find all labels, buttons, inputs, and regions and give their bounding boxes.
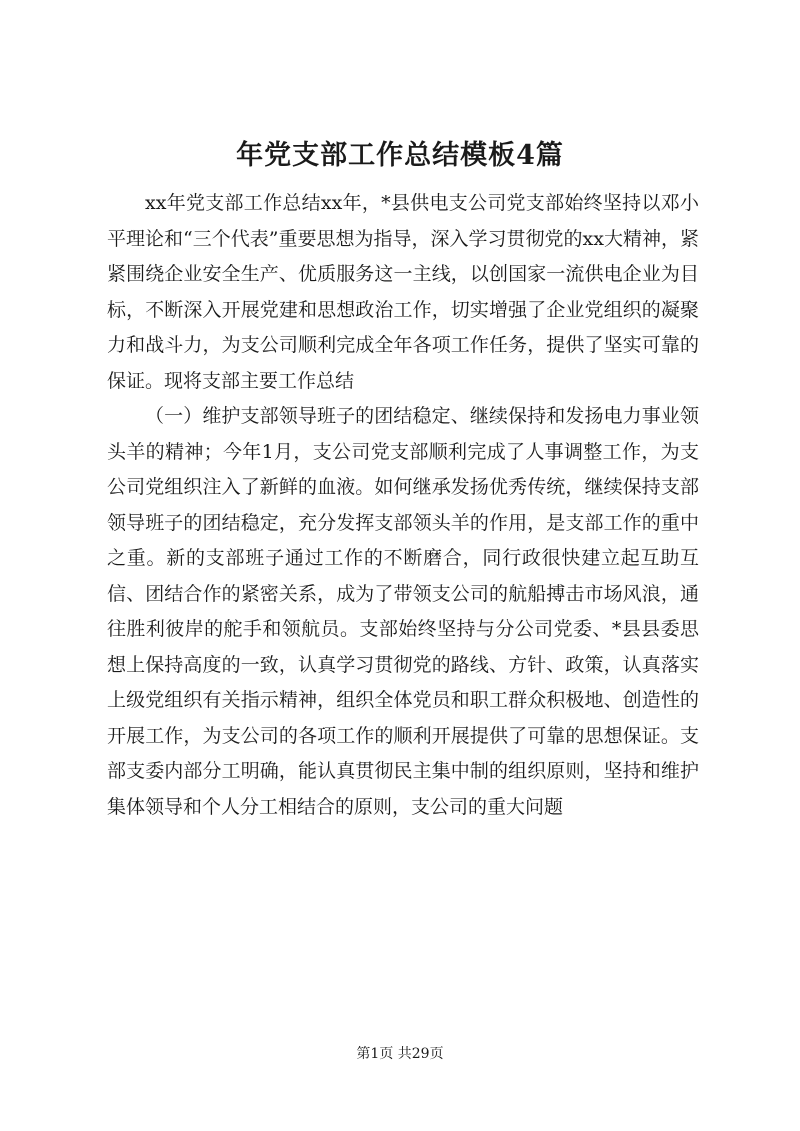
document-title: 年党支部工作总结模板4篇 bbox=[236, 140, 564, 171]
paragraph-intro: xx年党支部工作总结xx年，*县供电支公司党支部始终坚持以邓小平理论和“三个代表”重要思想为指导，深入学习贯彻党的xx大精神，紧紧围绕企业安全生产、优质服务这一主线，以创国家一流供电企业为目标，不断深入开展党建和思想政治工作，切实增强了企业党组织的凝聚力和战斗力，为支公司顺利完成全年各项工作任务，提供了坚实可靠的保证。现将支部主要工作总结 bbox=[107, 192, 699, 392]
document-body bbox=[107, 186, 699, 825]
paragraph-section-1: （一）维护支部领导班子的团结稳定、继续保持和发扬电力事业领头羊的精神；今年1月，支公司党支部顺利完成了人事调整工作，为支公司党组织注入了新鲜的血液。如何继承发扬优秀传统，继续保持支部领导班子的团结稳定，充分发挥支部领头羊的作用，是支部工作的重中之重。新的支部班子通过工作的不断磨合，同行政很快建立起互助互信、团结合作的紧密关系，成为了带领支公司的航船搏击市场风浪，通往胜利彼岸的舵手和领航员。支部始终坚持与分公司党委、*县县委思想上保持高度的一致，认真学习贯彻党的路线、方针、政策，认真落实上级党组织有关指示精神，组织全体党员和职工群众积极地、创造性的开展工作，为支公司的各项工作的顺利开展提供了可靠的思想保证。支部支委内部分工明确，能认真贯彻民主集中制的组织原则，坚持和维护集体领导和个人分工相结合的原则，支公司的重大问题 bbox=[107, 405, 699, 818]
page-number: 第1页 共29页 bbox=[356, 1046, 444, 1062]
